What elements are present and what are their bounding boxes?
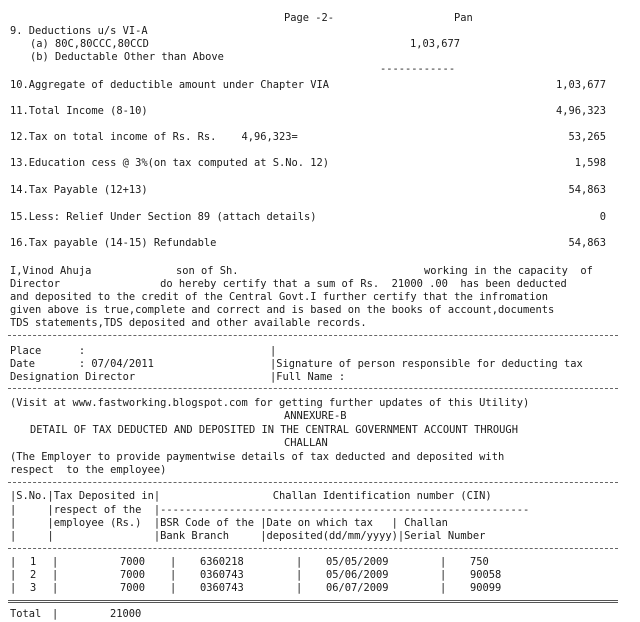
signature-label: |Signature of person responsible for deducting tax [270, 358, 583, 370]
deduction-b-label: (b) Deductable Other than Above [30, 51, 224, 63]
table-header-3: | |employee (Rs.) |BSR Code of the |Date on which tax | Challan [10, 517, 448, 529]
table-header-4: | | |Bank Branch |deposited(dd/mm/yyyy)|Serial Number [10, 530, 486, 542]
line-11-value: 4,96,323 [555, 105, 606, 117]
column-separator: | [52, 582, 59, 594]
annexure-note-1: (The Employer to provide paymentwise details of tax deducted and deposited with [10, 451, 505, 463]
designation-field: Designation Director [10, 371, 136, 383]
annexure-note-2: respect to the employee) [10, 464, 167, 476]
table-cell-bsr: 0360743 [200, 569, 244, 581]
column-separator: | [170, 582, 177, 594]
column-separator: | [440, 582, 447, 594]
table-cell-bsr: 0360743 [200, 582, 244, 594]
table-cell-date: 05/05/2009 [326, 556, 389, 568]
column-separator: | [170, 556, 177, 568]
divider [8, 335, 618, 336]
line-13-value: 1,598 [574, 157, 606, 169]
table-cell-serial: 750 [470, 556, 489, 568]
column-separator: | [296, 582, 303, 594]
line-12-label: 12.Tax on total income of Rs. Rs. 4,96,323= [10, 131, 298, 143]
total-value: 21000 [110, 608, 142, 620]
annexure-detail: DETAIL OF TAX DEDUCTED AND DEPOSITED IN THE CENTRAL GOVERNMENT ACCOUNT THROUGH [30, 424, 518, 436]
column-separator: | [10, 569, 17, 581]
full-name-label: |Full Name : [270, 371, 346, 383]
line-15-value: 0 [599, 211, 606, 223]
date-field: Date : 07/04/2011 [10, 358, 154, 370]
line-14-value: 54,863 [568, 184, 606, 196]
divider [8, 482, 618, 483]
table-cell-sno: 3 [30, 582, 37, 594]
cert-capacity: working in the capacity of [424, 265, 593, 277]
column-separator: | [52, 556, 59, 568]
table-header-2: | |respect of the |----------------------------------------------------------- [10, 504, 530, 516]
total-bar: | [52, 608, 59, 620]
table-cell-amount: 7000 [120, 569, 146, 581]
column-separator: | [296, 569, 303, 581]
deductions-heading: 9. Deductions u/s VI-A [10, 25, 148, 37]
annexure-title: ANNEXURE-B [284, 410, 347, 422]
deduction-a-value: 1,03,677 [410, 38, 461, 50]
table-cell-amount: 7000 [120, 582, 146, 594]
page-number: Page -2- [284, 12, 335, 24]
line-13-label: 13.Education cess @ 3%(on tax computed at S.No. 12) [10, 157, 330, 169]
column-separator: | [52, 569, 59, 581]
divider [8, 388, 618, 389]
line-15-label: 15.Less: Relief Under Section 89 (attach details) [10, 211, 317, 223]
column-separator: | [440, 556, 447, 568]
line-14-label: 14.Tax Payable (12+13) [10, 184, 148, 196]
total-label: Total [10, 608, 42, 620]
column-separator: | [10, 582, 17, 594]
line-10-value: 1,03,677 [555, 79, 606, 91]
line-12-value: 53,265 [568, 131, 606, 143]
table-cell-serial: 90099 [470, 582, 502, 594]
place-field: Place : [10, 345, 86, 357]
column-separator: | [170, 569, 177, 581]
divider [8, 548, 618, 549]
line-16-value: 54,863 [568, 237, 606, 249]
cert-line-5: TDS statements,TDS deposited and other available records. [10, 317, 367, 329]
sub-rule: ------------ [380, 63, 456, 75]
cert-son-of: son of Sh. [176, 265, 239, 277]
column-separator: | [440, 569, 447, 581]
line-10-label: 10.Aggregate of deductible amount under Chapter VIA [10, 79, 330, 91]
table-cell-bsr: 6360218 [200, 556, 244, 568]
column-separator: | [10, 556, 17, 568]
table-cell-sno: 1 [30, 556, 37, 568]
sign-bar: | [270, 345, 277, 357]
pan-label: Pan [454, 12, 473, 24]
cert-line-4: given above is true,complete and correct and is based on the books of account,documents [10, 304, 555, 316]
table-cell-serial: 90058 [470, 569, 502, 581]
cert-name: I,Vinod Ahuja [10, 265, 92, 277]
deduction-a-label: (a) 80C,80CCC,80CCD [30, 38, 149, 50]
table-cell-date: 05/06/2009 [326, 569, 389, 581]
annexure-challan: CHALLAN [284, 437, 328, 449]
table-cell-amount: 7000 [120, 556, 146, 568]
cert-line-2: Director do hereby certify that a sum of Rs. 21000 .00 has been deducted [10, 278, 567, 290]
cert-line-3: and deposited to the credit of the Central Govt.I further certify that the infromation [10, 291, 548, 303]
visit-note: (Visit at www.fastworking.blogspot.com for getting further updates of this Utility) [10, 397, 530, 409]
table-cell-date: 06/07/2009 [326, 582, 389, 594]
line-16-label: 16.Tax payable (14-15) Refundable [10, 237, 217, 249]
line-11-label: 11.Total Income (8-10) [10, 105, 148, 117]
double-divider [8, 600, 618, 603]
table-cell-sno: 2 [30, 569, 37, 581]
table-header-1: |S.No.|Tax Deposited in| Challan Identification number (CIN) [10, 490, 492, 502]
column-separator: | [296, 556, 303, 568]
